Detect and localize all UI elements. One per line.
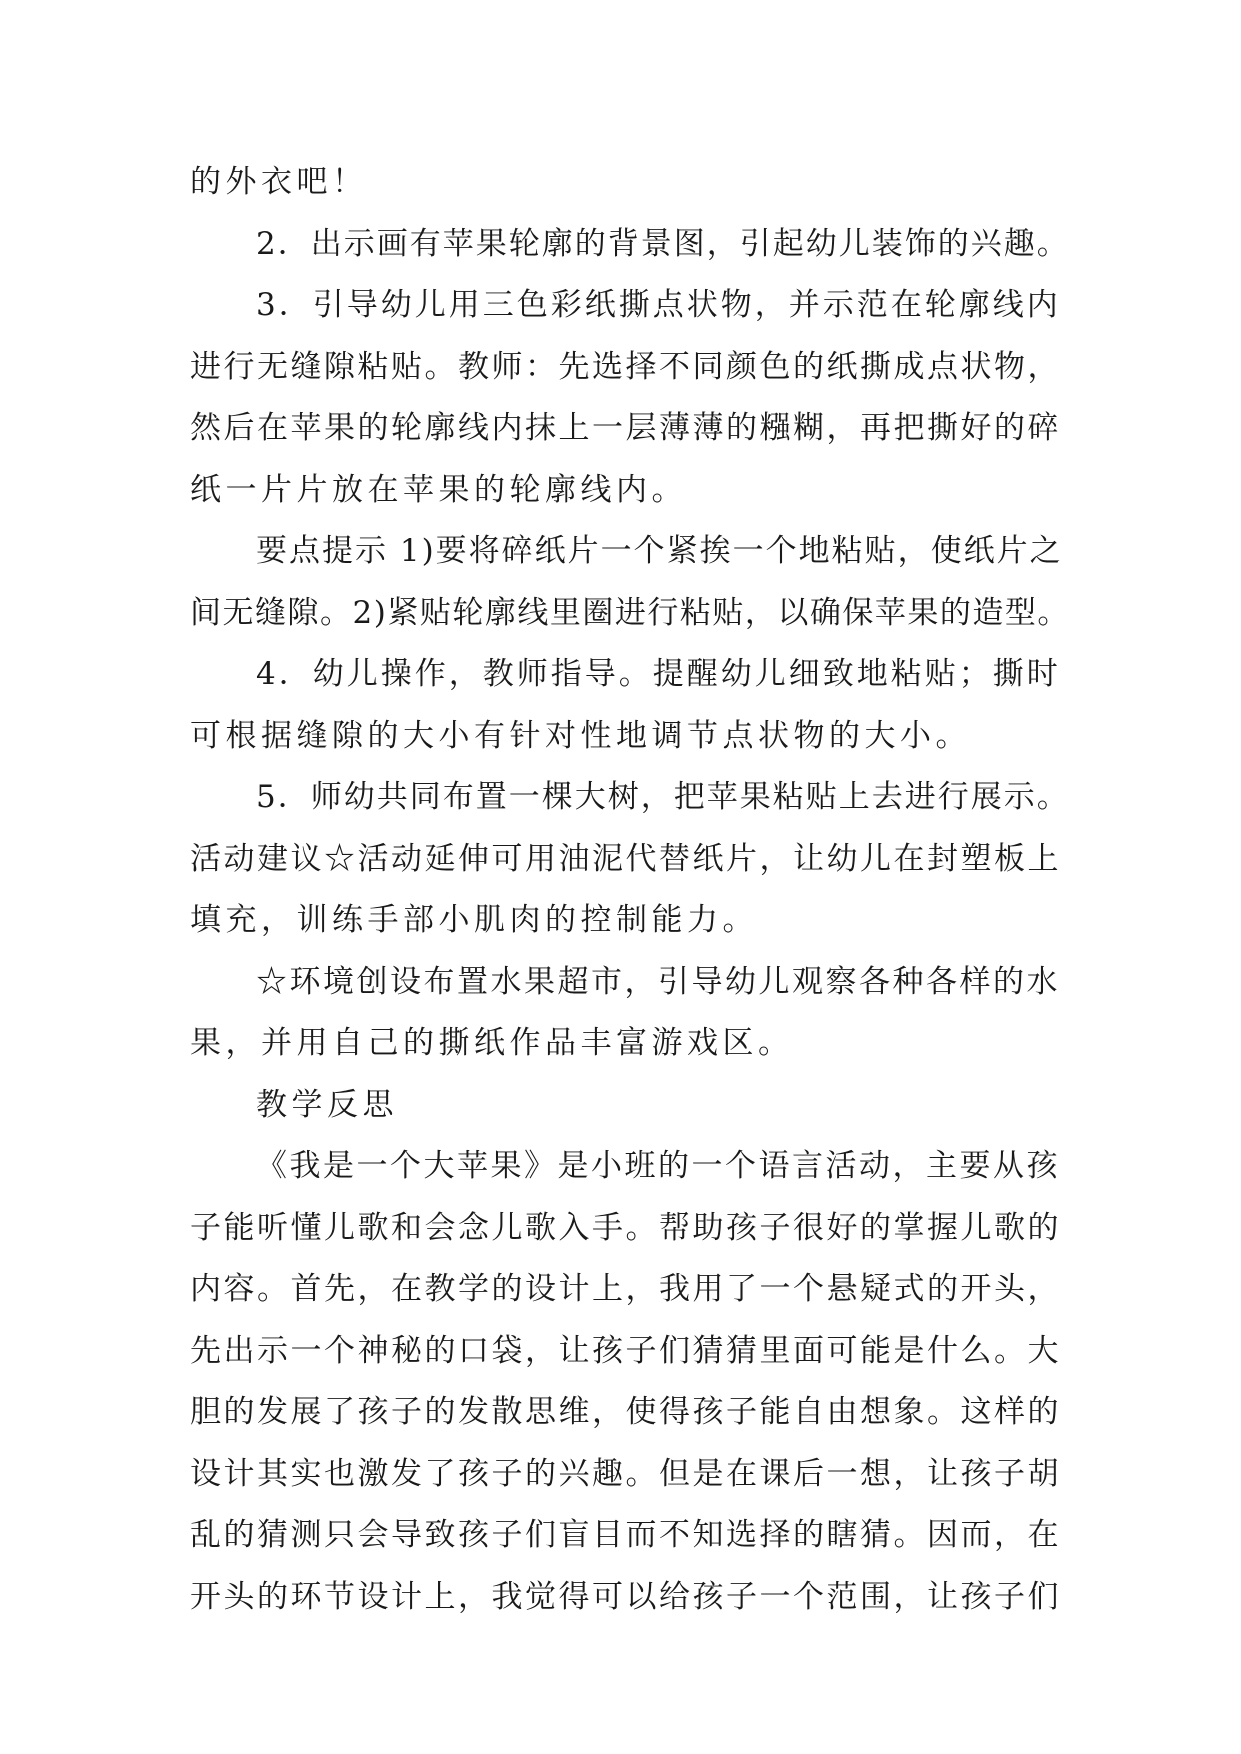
text-line: 然后在苹果的轮廓线内抹上一层薄薄的糨糊，再把撕好的碎 [190,410,1061,446]
text-line: 3．引导幼儿用三色彩纸撕点状物，并示范在轮廓线内 [256,287,1061,323]
text-line: 胆的发展了孩子的发散思维，使得孩子能自由想象。这样的 [190,1394,1061,1430]
text-line: 开头的环节设计上，我觉得可以给孩子一个范围，让孩子们 [190,1578,1061,1615]
text-line: 填充，训练手部小肌肉的控制能力。 [190,902,758,938]
text-line: 可根据缝隙的大小有针对性地调节点状物的大小。 [190,717,971,754]
text-line: 进行无缝隙粘贴。教师：先选择不同颜色的纸撕成点状物， [190,348,1061,385]
text-line: 乱的猜测只会导致孩子们盲目而不知选择的瞎猜。因而，在 [190,1517,1061,1553]
text-line: 的外衣吧！ [190,164,368,200]
body-text [190,152,1070,1628]
text-line: 教学反思 [256,1086,398,1123]
text-line: 设计其实也激发了孩子的兴趣。但是在课后一想，让孩子胡 [190,1455,1061,1492]
text-line: 先出示一个神秘的口袋，让孩子们猜猜里面可能是什么。大 [190,1332,1061,1369]
text-line: 5．师幼共同布置一棵大树，把苹果粘贴上去进行展示。 [256,779,1070,815]
text-line: 纸一片片放在苹果的轮廓线内。 [190,471,687,508]
text-line: 4．幼儿操作，教师指导。提醒幼儿细致地粘贴；撕时 [256,656,1061,692]
text-line: 《我是一个大苹果》是小班的一个语言活动，主要从孩 [256,1148,1060,1184]
text-line: 间无缝隙。2)紧贴轮廓线里圈进行粘贴，以确保苹果的造型。 [190,594,1070,631]
text-line: 内容。首先，在教学的设计上，我用了一个悬疑式的开头， [190,1271,1061,1307]
text-line: 要点提示 1)要将碎纸片一个紧挨一个地粘贴，使纸片之 [256,533,1063,569]
text-line: 果，并用自己的撕纸作品丰富游戏区。 [190,1025,794,1061]
text-line: ☆环境创设布置水果超市，引导幼儿观察各种各样的水 [256,963,1060,1000]
text-line: 2．出示画有苹果轮廓的背景图，引起幼儿装饰的兴趣。 [256,225,1070,262]
text-line: 子能听懂儿歌和会念儿歌入手。帮助孩子很好的掌握儿歌的 [190,1209,1061,1246]
text-line: 活动建议☆活动延伸可用油泥代替纸片，让幼儿在封塑板上 [190,840,1061,877]
